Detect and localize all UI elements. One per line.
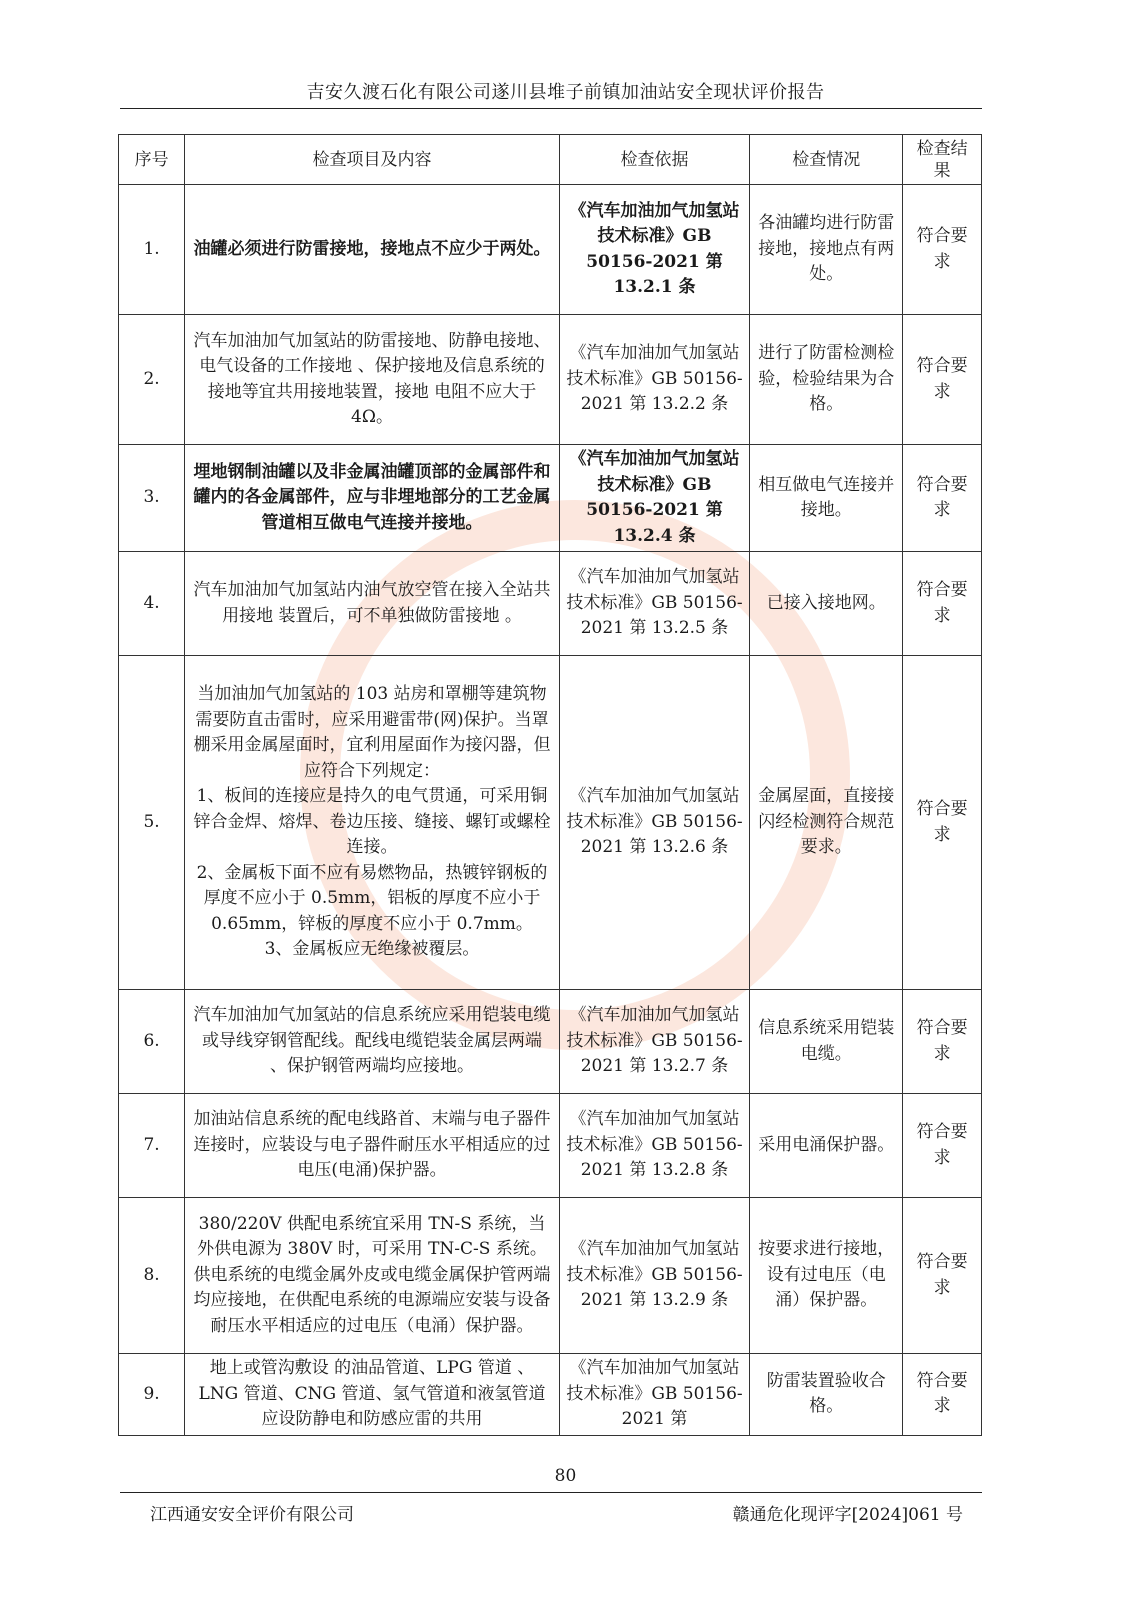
- row-result: 符合要求: [903, 315, 982, 445]
- row-no: 8.: [119, 1198, 185, 1354]
- row-no: 4.: [119, 552, 185, 656]
- table-row: [119, 1354, 982, 1436]
- row-no: 3.: [119, 445, 185, 552]
- row-content: [185, 656, 560, 990]
- col-header-basis: 检查依据: [559, 135, 749, 185]
- row-basis: 《汽车加油加气加氢站技术标准》GB 50156-2021 第: [559, 1354, 749, 1436]
- row-situation: 防雷装置验收合格。: [750, 1354, 903, 1436]
- row-result: 符合要求: [903, 552, 982, 656]
- page-header-title: 吉安久渡石化有限公司遂川县堆子前镇加油站安全现状评价报告: [306, 82, 825, 103]
- row-content: 汽车加油加气加氢站的信息系统应采用铠装电缆或导线穿钢管配线。配线电缆铠装金属层两端 、保护钢管两端均应接地。: [185, 990, 560, 1094]
- table-row: [119, 656, 982, 990]
- table-row: [119, 990, 982, 1094]
- col-header-situation: 检查情况: [750, 135, 903, 185]
- row-basis: 《汽车加油加气加氢站技术标准》GB 50156-2021 第 13.2.9 条: [559, 1198, 749, 1354]
- row-basis: 《汽车加油加气加氢站技术标准》GB 50156-2021 第 13.2.1 条: [559, 185, 749, 315]
- row-basis: 《汽车加油加气加氢站技术标准》GB 50156-2021 第 13.2.7 条: [559, 990, 749, 1094]
- row-result: 符合要求: [903, 990, 982, 1094]
- page-number: 80: [554, 1466, 577, 1486]
- table-row: [119, 315, 982, 445]
- row-situation: 金属屋面，直接接闪经检测符合规范要求。: [750, 656, 903, 990]
- table-row: [119, 445, 982, 552]
- row-situation: 各油罐均进行防雷接地，接地点有两处。: [750, 185, 903, 315]
- table-header-row: [119, 135, 982, 185]
- header-divider: [120, 108, 982, 109]
- row-basis: 《汽车加油加气加氢站技术标准》GB 50156-2021 第 13.2.2 条: [559, 315, 749, 445]
- row-content: 加油站信息系统的配电线路首、末端与电子器件连接时，应装设与电子器件耐压水平相适应的过电压(电涌)保护器。: [185, 1094, 560, 1198]
- row-result: 符合要求: [903, 656, 982, 990]
- content-paragraph: 2、金属板下面不应有易燃物品，热镀锌钢板的厚度不应小于 0.5mm，铝板的厚度不应小于 0.65mm，锌板的厚度不应小于 0.7mm。: [196, 862, 548, 934]
- row-basis: 《汽车加油加气加氢站技术标准》GB 50156-2021 第 13.2.5 条: [559, 552, 749, 656]
- footer-doc-number: 赣通危化现评字[2024]061 号: [732, 1505, 963, 1525]
- row-situation: 相互做电气连接并接地。: [750, 445, 903, 552]
- content-paragraph: 3、金属板应无绝缘被覆层。: [264, 939, 480, 960]
- row-no: 6.: [119, 990, 185, 1094]
- row-basis: 《汽车加油加气加氢站技术标准》GB 50156-2021 第 13.2.6 条: [559, 656, 749, 990]
- table-row: [119, 552, 982, 656]
- content-paragraph: 1、板间的连接应是持久的电气贯通，可采用铜锌合金焊、熔焊、卷边压接、缝接、螺钉或螺栓连接。: [193, 786, 551, 858]
- table-row: [119, 1094, 982, 1198]
- row-content: 汽车加油加气加氢站内油气放空管在接入全站共用接地 装置后，可不单独做防雷接地 。: [185, 552, 560, 656]
- row-content: 油罐必须进行防雷接地，接地点不应少于两处。: [185, 185, 560, 315]
- row-no: 1.: [119, 185, 185, 315]
- footer-company: 江西通安安全评价有限公司: [150, 1505, 354, 1525]
- row-no: 9.: [119, 1354, 185, 1436]
- col-header-content: 检查项目及内容: [185, 135, 560, 185]
- row-basis: 《汽车加油加气加氢站技术标准》GB 50156-2021 第 13.2.8 条: [559, 1094, 749, 1198]
- col-header-no: 序号: [119, 135, 185, 185]
- row-content: 380/220V 供配电系统宜采用 TN-S 系统，当外供电源为 380V 时，可采用 TN-C-S 系统。供电系统的电缆金属外皮或电缆金属保护管两端均应接地，在供配电系统的电源端应安装与设备耐压水平相适应的过电压（电涌）保护器。: [185, 1198, 560, 1354]
- table-row: [119, 185, 982, 315]
- row-result: 符合要求: [903, 185, 982, 315]
- row-result: 符合要求: [903, 1354, 982, 1436]
- row-result: 符合要求: [903, 445, 982, 552]
- row-content: 地上或管沟敷设 的油品管道、LPG 管道 、LNG 管道、CNG 管道、氢气管道和液氢管道应设防静电和防感应雷的共用: [185, 1354, 560, 1436]
- row-no: 7.: [119, 1094, 185, 1198]
- row-result: 符合要求: [903, 1094, 982, 1198]
- row-situation: 已接入接地网。: [750, 552, 903, 656]
- row-situation: 进行了防雷检测检验，检验结果为合格。: [750, 315, 903, 445]
- col-header-result: 检查结果: [903, 135, 982, 185]
- row-situation: 按要求进行接地，设有过电压（电涌）保护器。: [750, 1198, 903, 1354]
- row-no: 5.: [119, 656, 185, 990]
- row-result: 符合要求: [903, 1198, 982, 1354]
- row-no: 2.: [119, 315, 185, 445]
- row-basis: 《汽车加油加气加氢站技术标准》GB 50156-2021 第 13.2.4 条: [559, 445, 749, 552]
- row-situation: 信息系统采用铠装电缆。: [750, 990, 903, 1094]
- footer-divider: [120, 1492, 982, 1493]
- inspection-table: [118, 134, 982, 1436]
- row-content: 埋地钢制油罐以及非金属油罐顶部的金属部件和罐内的各金属部件，应与非埋地部分的工艺金属管道相互做电气连接并接地。: [185, 445, 560, 552]
- table-row: [119, 1198, 982, 1354]
- row-situation: 采用电涌保护器。: [750, 1094, 903, 1198]
- content-paragraph: 当加油加气加氢站的 103 站房和罩棚等建筑物需要防直击雷时，应采用避雷带(网)保护。当罩棚采用金属屋面时，宜利用屋面作为接闪器，但应符合下列规定：: [193, 684, 551, 781]
- row-content: 汽车加油加气加氢站的防雷接地、防静电接地、电气设备的工作接地 、保护接地及信息系统的接地等宜共用接地装置，接地 电阻不应大于 4Ω。: [185, 315, 560, 445]
